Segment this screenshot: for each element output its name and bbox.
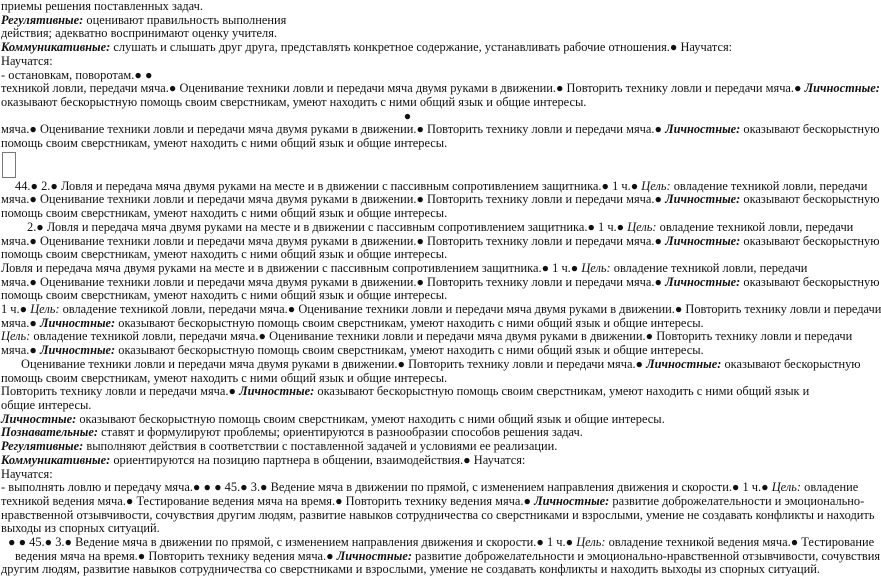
text-line: - выполнять ловлю и передачу мяча.● ● ● 45.● 3.● Ведение мяча в движении по прямой, с изменением направления движения и скорости.● 1 ч.● Цель: овладение	[1, 480, 859, 495]
text-line: помощь своим сверстникам, умеют находить с ними общий язык и общие интересы.	[1, 247, 448, 262]
text-line: мяча.● Оценивание техники ловли и передачи мяча двумя руками в движении.● Повторить технику ловли и передачи мяча.● Личностные: оказывают бескорыстную	[1, 274, 880, 289]
text-line: ведения мяча на время.● Повторить технику ведения мяча.● Личностные: развитие доброжелательности и эмоционально-нравственной отзывчивости, сочувствия	[15, 548, 881, 563]
text-line: мяча.● Личностные: оказывают бескорыстную помощь своим сверстникам, умеют находить с ними общий язык и общие интересы.	[1, 315, 704, 330]
document-page	[1, 0, 881, 577]
text-line: Ловля и передача мяча двумя руками на месте и в движении с пассивным сопротивлением защитника.● 1 ч.● Цель: овладение техникой ловли, передачи	[1, 260, 808, 275]
text-line: оказывают бескорыстную помощь своим сверстникам, умеют находить с ними общий язык и общие интересы.	[1, 94, 587, 109]
text-line: - остановкам, поворотам.● ●	[1, 67, 153, 82]
text-line: мяча.● Оценивание техники ловли и передачи мяча двумя руками в движении.● Повторить технику ловли и передачи мяча.● Личностные: оказывают бескорыстную	[1, 122, 880, 137]
text-line: Научатся:	[1, 53, 53, 68]
text-line: мяча.● Оценивание техники ловли и передачи мяча двумя руками в движении.● Повторить технику ловли и передачи мяча.● Личностные: оказывают бескорыстную	[1, 192, 880, 207]
text-line: 2.● Ловля и передача мяча двумя руками на месте и в движении с пассивным сопротивлением защитника.● 1 ч.● Цель: овладение техникой ловли, передачи	[27, 219, 854, 234]
text-line: Коммуникативные: слушать и слышать друг друга, представлять конкретное содержание, устанавливать рабочие отношения.● Научатся:	[1, 40, 733, 55]
text-line: помощь своим сверстникам, умеют находить с ними общий язык и общие интересы.	[1, 136, 448, 151]
empty-table-cell	[2, 152, 16, 178]
text-line: нравственной отзывчивости, сочувствия другим людям, развитие навыков сотрудничества со сверстниками и взрослыми, умение не создавать конфликты и находить	[1, 507, 875, 522]
text-line: 1 ч.● Цель: овладение техникой ловли, передачи мяча.● Оценивание техники ловли и передачи мяча двумя руками в движении.● Повторить технику ловли и передачи	[1, 302, 881, 317]
text-line: выходы из спорных ситуаций.	[1, 521, 160, 536]
text-line: помощь своим сверстникам, умеют находить с ними общий язык и общие интересы.	[1, 370, 448, 385]
text-line: другим людям, развитие навыков сотрудничества со сверстниками и взрослыми, умение не создавать конфликты и находить выходы из спорных ситуаций.	[1, 562, 821, 577]
text-line: техникой ловли, передачи мяча.● Оценивание техники ловли и передачи мяча двумя руками в движении.● Повторить технику ловли и передачи мяча.● Личностные:	[1, 81, 880, 96]
bullet-line: ●	[403, 108, 412, 123]
text-line: Регулятивные: выполняют действия в соответствии с поставленной задачей и условиями ее реализации.	[1, 439, 558, 454]
text-line: Научатся:	[1, 466, 53, 481]
text-line: мяча.● Оценивание техники ловли и передачи мяча двумя руками в движении.● Повторить технику ловли и передачи мяча.● Личностные: оказывают бескорыстную	[1, 233, 880, 248]
text-line: приемы решения поставленных задач.	[1, 0, 203, 13]
text-line: техникой ведения мяча.● Тестирование ведения мяча на время.● Повторить технику ведения мяча.● Личностные: развитие доброжелательности и эмоционально-	[1, 493, 865, 508]
text-line: Познавательные: ставят и формулируют проблемы; ориентируются в разнообразии способов решения задач.	[1, 425, 583, 440]
text-line: Регулятивные: оценивают правильность выполнения	[1, 12, 287, 27]
text-line: 44.● 2.● Ловля и передача мяча двумя руками на месте и в движении с пассивным сопротивлением защитника.● 1 ч.● Цель: овладение техникой ловли, передачи	[15, 178, 868, 193]
text-paragraph: Повторить технику ловли и передачи мяча.● Личностные: оказывают бескорыстную помощь своим сверстникам, умеют находить с ними общий язык и общие интересы.	[1, 384, 810, 412]
text-line: ● ● 45.● 3.● Ведение мяча в движении по прямой, с изменением направления движения и скорости.● 1 ч.● Цель: овладение техникой ведения мяча.● Тестирование	[8, 535, 875, 550]
text-line: Оценивание техники ловли и передачи мяча двумя руками в движении.● Повторить технику ловли и передачи мяча.● Личностные: оказывают бескорыстную	[21, 356, 861, 371]
text-line: помощь своим сверстникам, умеют находить с ними общий язык и общие интересы.	[1, 288, 448, 303]
text-line: помощь своим сверстникам, умеют находить с ними общий язык и общие интересы.	[1, 206, 448, 221]
text-line: действия; адекватно воспринимают оценку учителя.	[1, 26, 277, 41]
text-line: Личностные: оказывают бескорыстную помощь своим сверстникам, умеют находить с ними общий язык и общие интересы.	[1, 411, 665, 426]
text-line: Цель: овладение техникой ловли, передачи мяча.● Оценивание техники ловли и передачи мяча двумя руками в движении.● Повторить технику ловли и передачи	[1, 329, 853, 344]
text-line: Коммуникативные: ориентируются на позицию партнера в общении, взаимодействия.● Научатся:	[1, 452, 526, 467]
text-line: мяча.● Личностные: оказывают бескорыстную помощь своим сверстникам, умеют находить с ними общий язык и общие интересы.	[1, 343, 704, 358]
